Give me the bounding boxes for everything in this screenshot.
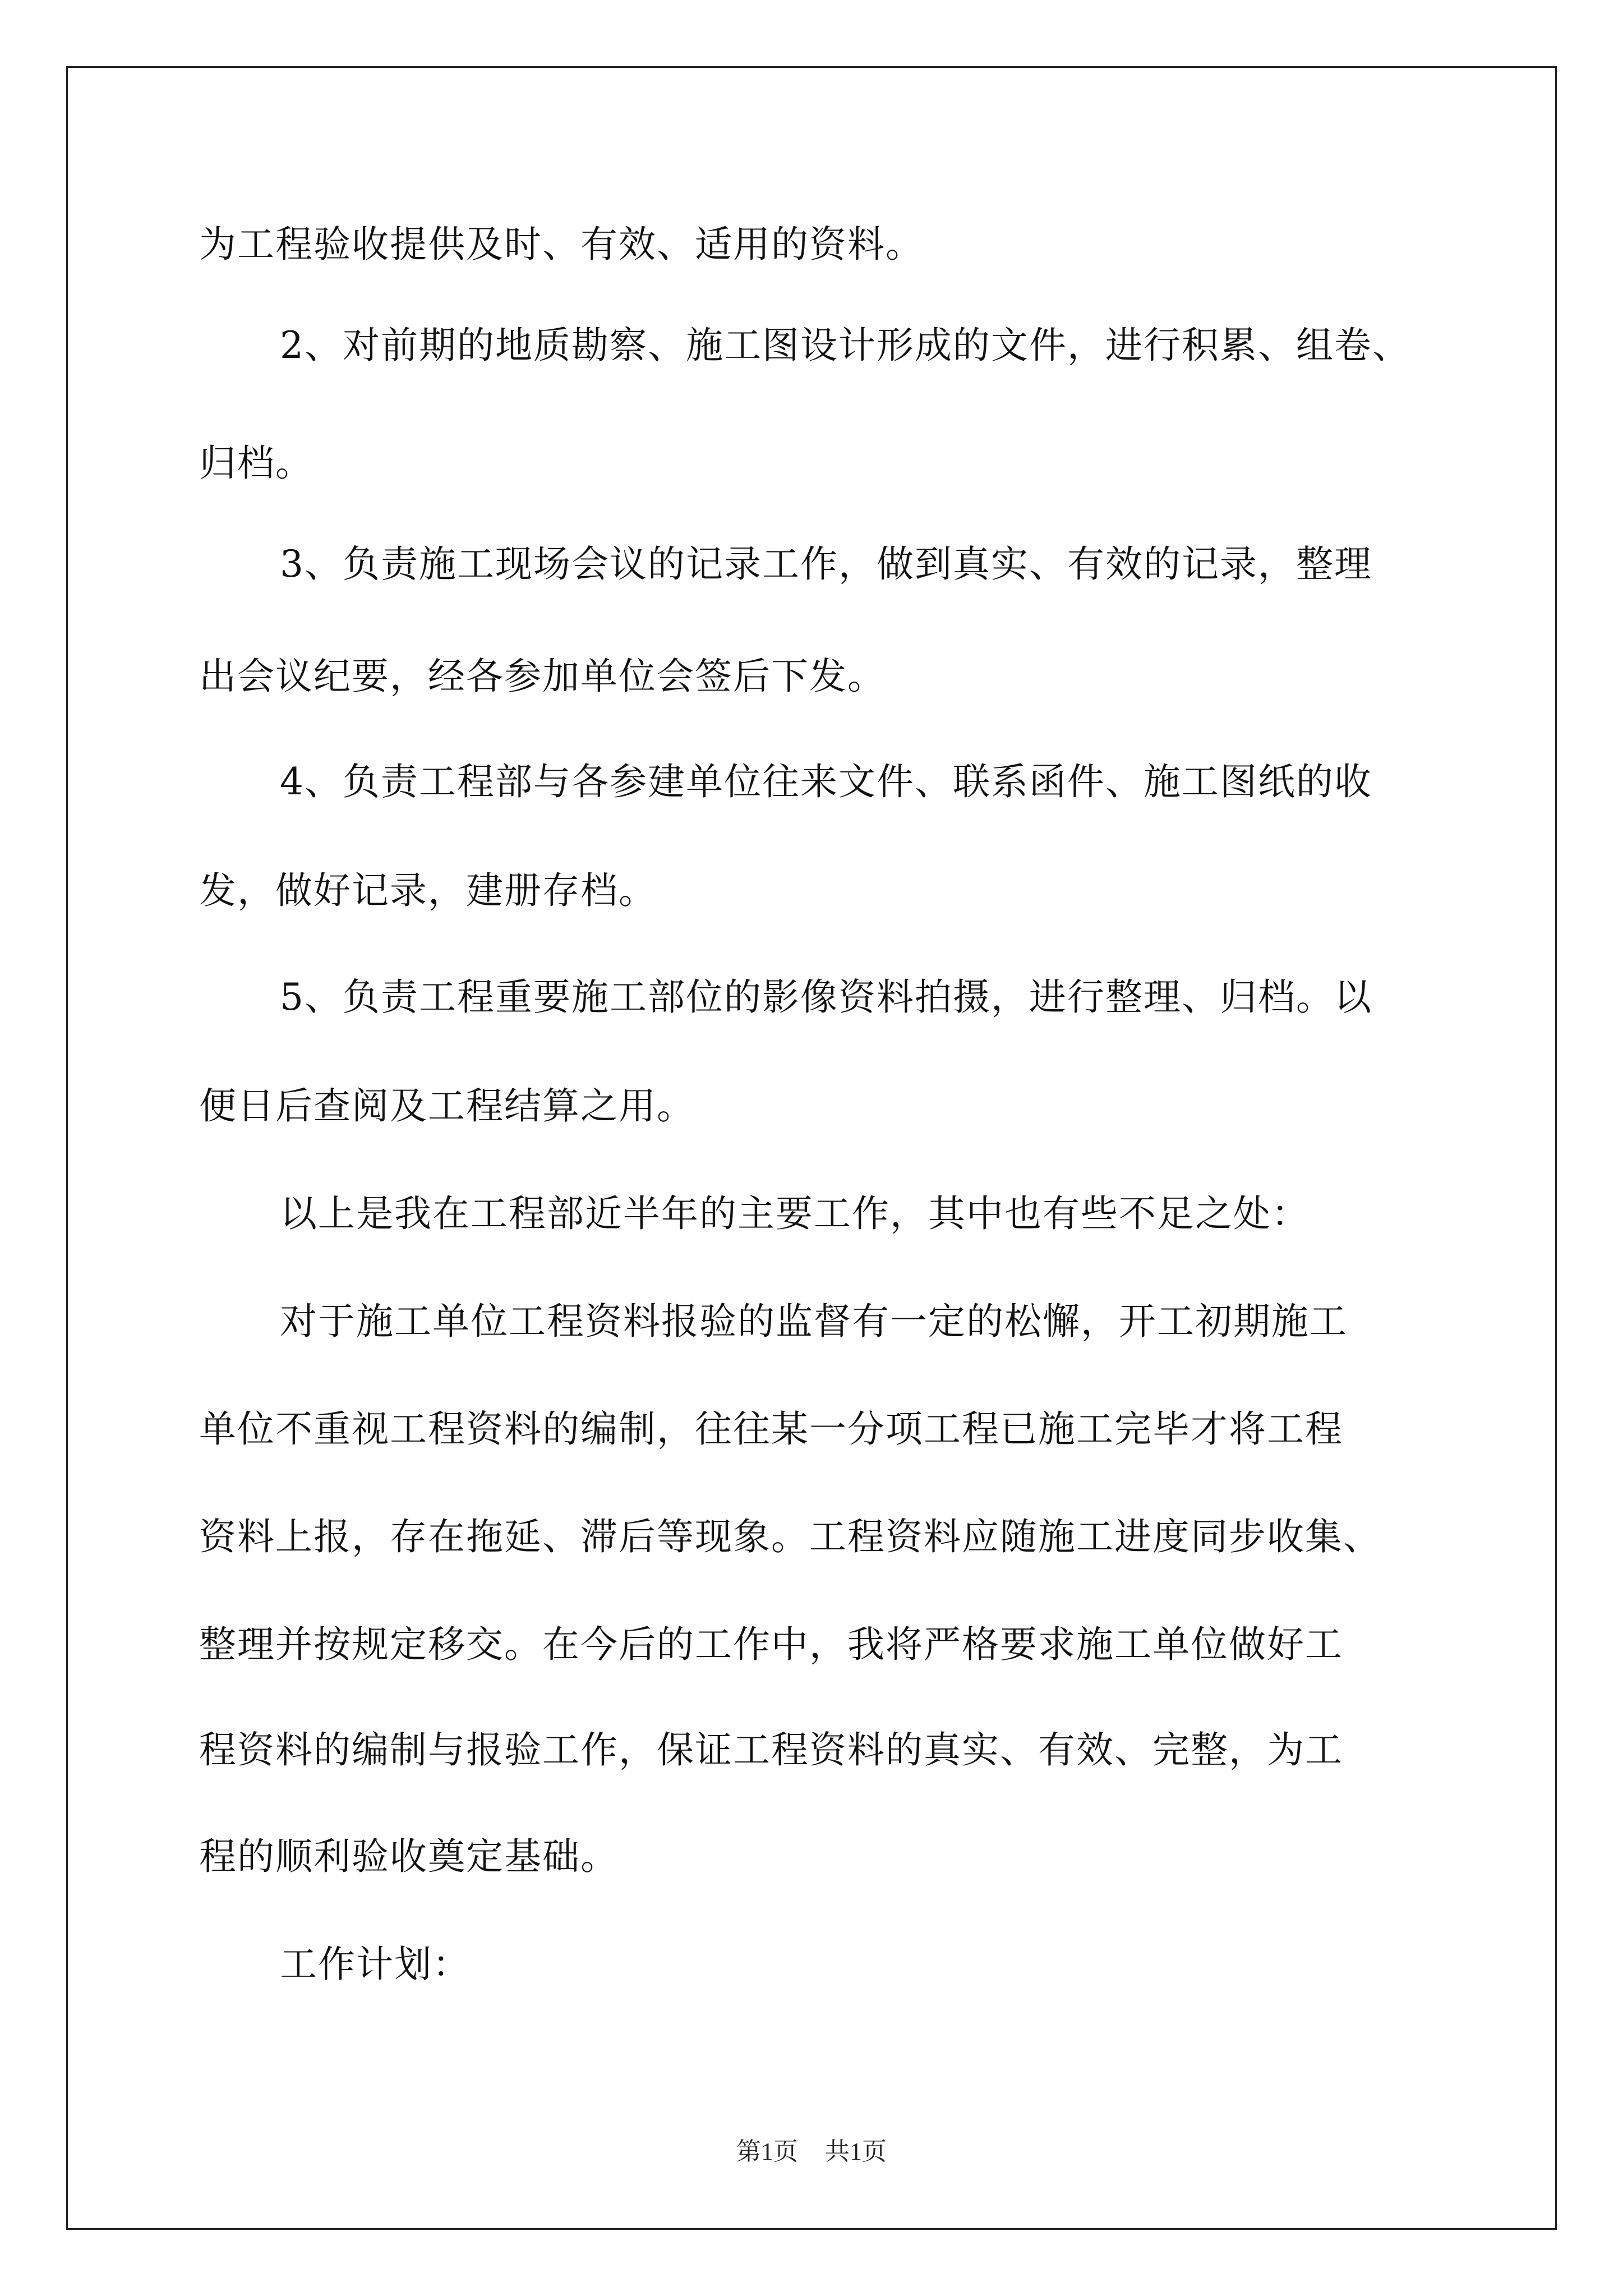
text-line-9: 便日后查阅及工程结算之用。 xyxy=(199,1084,695,1128)
text-line-6: 4、负责工程部与各参建单位往来文件、联系函件、施工图纸的收 xyxy=(280,760,1372,803)
text-line-8: 5、负责工程重要施工部位的影像资料拍摄，进行整理、归档。以 xyxy=(280,976,1372,1019)
text-line-10: 以上是我在工程部近半年的主要工作，其中也有些不足之处： xyxy=(280,1192,1310,1235)
text-line-13: 资料上报，存在拖延、滞后等现象。工程资料应随施工进度同步收集、 xyxy=(199,1515,1381,1558)
text-line-2: 2、对前期的地质勘察、施工图设计形成的文件，进行积累、组卷、 xyxy=(280,324,1410,367)
text-line-5: 出会议纪要，经各参加单位会签后下发。 xyxy=(199,655,886,698)
page-border xyxy=(66,66,1557,2230)
text-line-7: 发，做好记录，建册存档。 xyxy=(199,869,657,912)
text-line-15: 程资料的编制与报验工作，保证工程资料的真实、有效、完整，为工 xyxy=(199,1728,1343,1772)
text-line-14: 整理并按规定移交。在今后的工作中，我将严格要求施工单位做好工 xyxy=(199,1623,1343,1666)
text-line-1: 为工程验收提供及时、有效、适用的资料。 xyxy=(199,223,924,266)
text-line-11: 对于施工单位工程资料报验的监督有一定的松懈，开工初期施工 xyxy=(280,1300,1348,1343)
text-line-12: 单位不重视工程资料的编制，往往某一分项工程已施工完毕才将工程 xyxy=(199,1407,1343,1451)
text-line-3: 归档。 xyxy=(199,441,313,485)
text-line-4: 3、负责施工现场会议的记录工作，做到真实、有效的记录，整理 xyxy=(280,542,1372,586)
page-footer xyxy=(0,2136,1623,2168)
page-number: 第1页 xyxy=(736,2138,798,2165)
text-line-17: 工作计划： xyxy=(280,1943,471,1986)
page-total: 共1页 xyxy=(825,2138,887,2165)
text-line-16: 程的顺利验收奠定基础。 xyxy=(199,1835,619,1878)
